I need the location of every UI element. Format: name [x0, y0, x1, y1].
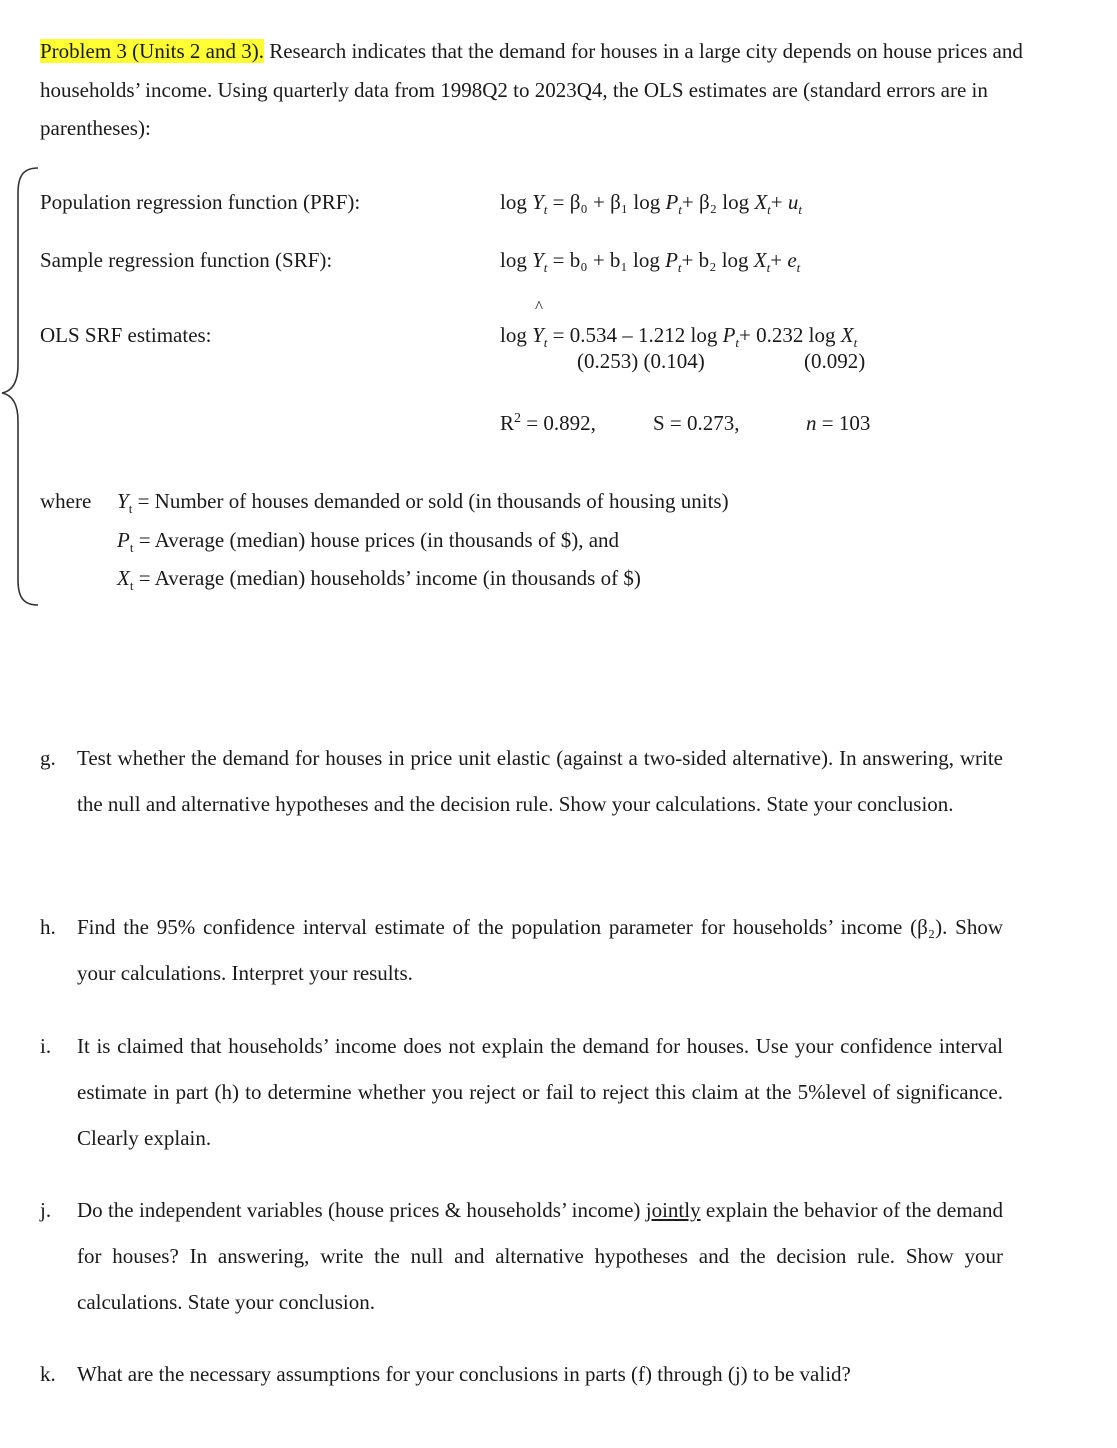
prf-equation: $\log Y_t = \beta_0 + \beta_1$ $\log P_t+ \beta_2$ $\log X_t+ u_t$ — [500, 190, 803, 218]
question-k-text: What are the necessary assumptions for your conclusions in parts (f) through (j) to be valid? — [77, 1362, 851, 1386]
curly-brace-graphic — [0, 165, 40, 610]
standard-errors-2: (0.092) — [804, 349, 866, 373]
question-h-label: h. — [40, 915, 56, 939]
question-i-text: It is claimed that households’ income does not explain the demand for houses. Use your confidence interval estimate in part (h) to determine whether you reject or fail to reject this claim at the 5%level of significance. Clearly explain. — [77, 1034, 1003, 1150]
definition-x: $X_t$ = Average (median) households’ income (in thousands of $) — [117, 566, 641, 594]
question-j-text: Do the independent variables (house prices & households’ income) jointly explain the behavior of the demand for houses? In answering, write the null and alternative hypotheses and the decision rule. Show your calculations. State your conclusion. — [77, 1198, 1003, 1314]
srf-equation: $\log Y_t = b_0 + b_1$ $\log P_t+ b_2$ $\log X_t+ e_t$ — [500, 248, 801, 276]
definition-p: $P_t$ = Average (median) house prices (in thousands of $), and — [117, 528, 620, 556]
hat-symbol: ^ — [535, 297, 543, 316]
question-j-label: j. — [40, 1198, 52, 1222]
r-squared: $R^2 = 0.892$, — [500, 411, 596, 435]
s-value: S = 0.273, — [653, 411, 740, 435]
where-label: where — [40, 489, 92, 513]
srf-label: Sample regression function (SRF): — [40, 248, 333, 272]
ols-label: OLS SRF estimates: — [40, 323, 212, 347]
intro-paragraph — [40, 32, 1050, 148]
definition-y: $Y_t$ = Number of houses demanded or sold (in thousands of housing units) — [117, 489, 729, 517]
prf-label: Population regression function (PRF): — [40, 190, 361, 214]
question-g-label: g. — [40, 746, 56, 770]
n-value: n = 103 — [806, 411, 871, 435]
jointly-underlined: jointly — [645, 1198, 701, 1222]
intro-text: Research indicates that the demand for houses in a large city depends on house prices and households’ income. Using quarterly data from 1998Q2 to 2023Q4, the OLS estimates are (standard errors are in parentheses): — [40, 39, 1023, 140]
standard-errors-1: (0.253) (0.104) — [577, 349, 705, 373]
problem-title-highlight: Problem 3 (Units 2 and 3). — [40, 39, 264, 63]
question-g-text: Test whether the demand for houses in price unit elastic (against a two-sided alternative). In answering, write the null and alternative hypotheses and the decision rule. Show your calculations. State your conclusion. — [77, 746, 1003, 816]
question-h-text: Find the 95% confidence interval estimate of the population parameter for households’ income (β₂). Show your calculations. Interpret your results. — [77, 915, 1003, 985]
question-k-label: k. — [40, 1362, 56, 1386]
ols-equation: $\log Y_t = 0.534 - 1.212$ $\log P_t+ 0.232$ $\log X_t$ — [500, 323, 858, 351]
question-i-label: i. — [40, 1034, 52, 1058]
